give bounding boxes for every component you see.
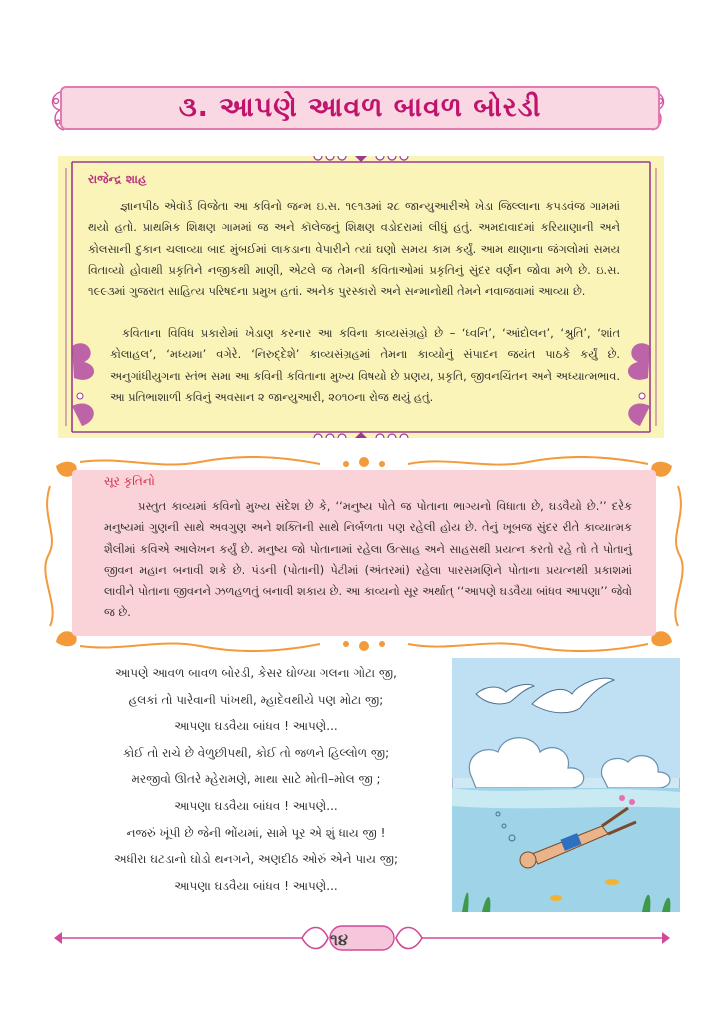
summary-heading: સૂર કૃતિનો (104, 474, 155, 488)
poem-line-4: મરજીવો ઊતરે મ્હેરામણે, માથા સાટે મોતી–મોલ જી ; (131, 772, 381, 787)
poem-line-6: અધીરા ઘટડાનો ઘોડો થનગને, અણદીઠ ઓરું એને પાય જી; (113, 852, 399, 867)
diver-and-birds-illustration (452, 658, 680, 912)
poem-block (60, 660, 452, 899)
poem-line-5: નજરું ખૂંપી છે જેની ભોંયમાં, સામે પૂર એ શું ધાય જી ! (126, 825, 386, 840)
poem-refrain-2: આપણા ઘડવૈયા બાંધવ ! આપણે... (174, 798, 338, 813)
poem-line-2: હલકાં તો પારેવાની પાંખથી, મ્હાદેવથીયે પણ મોટા જી; (128, 692, 384, 707)
author-bio-paragraph: જ્ઞાનપીઠ એવૉર્ડ વિજેતા આ કવિનો જન્મ ઇ.સ. ૧૯૧૩માં ૨૮ જાન્યુઆરીએ ખેડા જિલ્લાના કપડવંજ ગામમાં થયો હતો. પ્રાથમિક શિક્ષણ ગામમાં જ અને કૉલેજનું શિક્ષણ વડોદરામાં લીધું હતું. અમદાવાદમાં કરિયાણાની અને કોલસાની દુકાન ચલાવ્યા બાદ મુંબઈમાં લાકડાના વેપારીને ત્યાં ઘણો સમય કામ કર્યું. આમ થાણાના જંગલોમાં સમય વિતાવ્યો હોવાથી પ્રકૃતિને નજીકથી માણી, એટલે જ તેમની કવિતાઓમાં પ્રકૃતિનું સુંદર વર્ણન જોવા મળે છે. ઇ.સ. ૧૯૯૩માં ગુજરાત સાહિત્ય પરિષદના પ્રમુખ હતાં. અનેક પુરસ્કારો અને સન્માનોથી તેમને નવાજવામાં આવ્યા છે. (88, 199, 620, 299)
poem-line-1: આપણે આવળ બાવળ બોરડી, કેસર ઘોળ્યા ગલના ગોટા જી, (115, 666, 397, 680)
page-number: ૧૪ (330, 930, 348, 949)
poem-line-3: કોઈ તો રાચે છે વેળુછીપથી, કોઈ તો જળને હિલ્લોળ જી; (122, 745, 390, 760)
title-banner (60, 86, 660, 130)
summary-paragraph: પ્રસ્તુત કાવ્યમાં કવિનો મુખ્ય સંદેશ છે કે, ‘‘મનુષ્ય પોતે જ પોતાના ભાગ્યનો વિધાતા છે, ઘડવૈયો છે.’’ દરેક મનુષ્યમાં ગુણની સાથે અવગુણ અને શક્તિની સાથે નિર્બળતા પણ રહેલી હોય છે. તેનું ખૂબજ સુંદર રીતે કાવ્યાત્મક શૈલીમાં કવિએ આલેખન કર્યું છે. મનુષ્ય જો પોતાનામાં રહેલા ઉત્સાહ અને સાહસથી પ્રયત્ન કરતો રહે તો તે પોતાનું જીવન મહાન બનાવી શકે છે. પંડની (પોતાની) પેટીમાં (અંતરમાં) રહેલા પારસમણિને પોતાના પ્રયત્નથી પ્રકાશમાં લાવીને પોતાના જીવનને ઝળહળતું બનાવી શકાય છે. આ કાવ્યનો સૂર અર્થાત્ ‘‘આપણે ઘડવૈયા બાંધવ આપણા’’ જેવો જ છે. (104, 499, 632, 620)
author-works-paragraph: કવિતાના વિવિધ પ્રકારોમાં ખેડાણ કરનાર આ કવિના કાવ્યસંગ્રહો છે – ‘ધ્વનિ’, ‘આંદોલન’, ‘શ્રુતિ’, ‘શાંત કોલાહલ’, ‘મધ્યમા’ વગેરે. ‘નિરુદ્દેશે’ કાવ્યસંગ્રહમાં તેમના કાવ્યોનું સંપાદન જયંત પાઠકે કર્યું છે. અનુગાંધીયુગના સ્તંભ સમા આ કવિની કવિતાના મુખ્ય વિષયો છે પ્રણય, પ્રકૃતિ, જીવનચિંતન અને અધ્યાત્મભાવ. આ પ્રતિભાશાળી કવિનું અવસાન ૨ જાન્યુઆરી, ૨૦૧૦ના રોજ થયું હતું. (110, 326, 620, 404)
poem-refrain-1: આપણા ઘડવૈયા બાંધવ ! આપણે... (174, 719, 338, 734)
poem-refrain-3: આપણા ઘડવૈયા બાંધવ ! આપણે... (174, 878, 338, 893)
chapter-title: ૩. આપણે આવળ બાવળ બોરડી (178, 92, 542, 123)
author-name: રાજેન્દ્ર શાહ (88, 172, 147, 186)
